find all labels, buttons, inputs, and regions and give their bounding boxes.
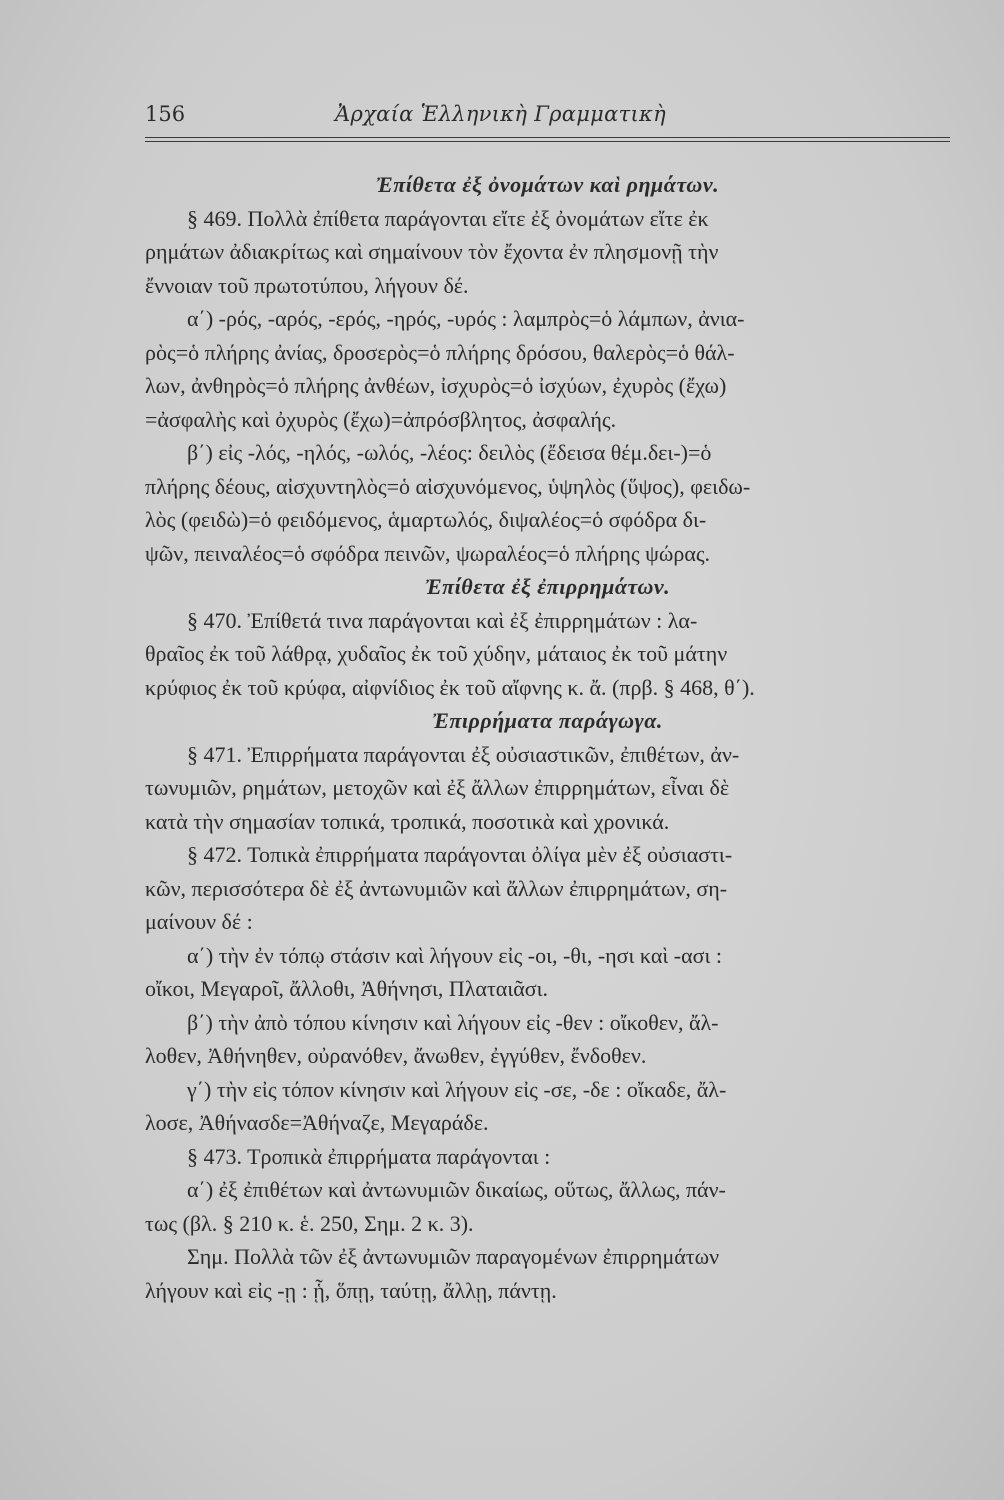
page-header: [145, 102, 950, 136]
text-line: α΄) τὴν ἐν τόπῳ στάσιν καὶ λήγουν εἰς -οι, -θι, -ησι καὶ -ασι :: [187, 942, 723, 968]
text-line: α΄) -ρός, -αρός, -ερός, -ηρός, -υρός : λαμπρὸς=ὁ λάμπων, ἀνια-: [187, 306, 745, 331]
text-line: τωνυμιῶν, ρημάτων, μετοχῶν καὶ ἐξ ἄλλων ἐπιρρημάτων, εἶναι δὲ: [145, 775, 730, 800]
text-line: λήγουν καὶ εἰς -ῃ : ᾗ, ὅπῃ, ταύτῃ, ἄλλῃ, πάντῃ.: [145, 1277, 557, 1303]
body-text: [145, 168, 950, 1307]
text-line: α΄) ἐξ ἐπιθέτων καὶ ἀντωνυμιῶν δικαίως, οὕτως, ἄλλως, πάν-: [187, 1177, 726, 1202]
text-line: ρὸς=ὁ πλήρης ἀνίας, δροσερὸς=ὁ πλήρης δρόσου, θαλερὸς=ὁ θάλ-: [145, 339, 735, 365]
text-line: § 469. Πολλὰ ἐπίθετα παράγονται εἴτε ἐξ ὀνομάτων εἴτε ἐκ: [187, 205, 709, 231]
text-line: κρύφιος ἐκ τοῦ κρύφα, αἰφνίδιος ἐκ τοῦ αἴφνης κ. ἄ. (πρβ. § 468, θ΄).: [145, 674, 755, 700]
text-line: β΄) τὴν ἀπὸ τόπου κίνησιν καὶ λήγουν εἰς -θεν : οἴκοθεν, ἄλ-: [187, 1009, 719, 1035]
text-line: =ἀσφαλὴς καὶ ὀχυρὸς (ἔχω)=ἀπρόσβλητος, ἀσφαλής.: [145, 406, 617, 432]
header-rule-bottom: [145, 141, 950, 142]
text-line: ρημάτων ἀδιακρίτως καὶ σημαίνουν τὸν ἔχοντα ἐν πλησμονῇ τὴν: [145, 239, 719, 264]
text-line: λων, ἀνθηρὸς=ὁ πλήρης ἀνθέων, ἰσχυρὸς=ὁ ἰσχύων, ἐχυρὸς (ἔχω): [145, 373, 727, 398]
text-line: β΄) εἰς -λός, -ηλός, -ωλός, -λέος: δειλὸς (ἔδεισα θέμ.δει-)=ὁ: [187, 440, 712, 465]
header-rule-top: [145, 137, 950, 138]
text-line: κατὰ τὴν σημασίαν τοπικά, τροπικά, ποσοτικὰ καὶ χρονικά.: [145, 808, 670, 834]
text-line: λοσε, Ἀθήνασδε=Ἀθήναζε, Μεγαράδε.: [145, 1110, 489, 1135]
text-line: τως (βλ. § 210 κ. ἑ. 250, Σημ. 2 κ. 3).: [145, 1210, 474, 1236]
text-line: πλήρης δέους, αἰσχυντηλὸς=ὁ αἰσχυνόμενος, ὑψηλὸς (ὕψος), φειδω-: [145, 473, 751, 499]
text-line: λοθεν, Ἀθήνηθεν, οὐρανόθεν, ἄνωθεν, ἐγγύθεν, ἔνδοθεν.: [145, 1043, 647, 1068]
text-line: θραῖος ἐκ τοῦ λάθρᾳ, χυδαῖος ἐκ τοῦ χύδην, μάταιος ἐκ τοῦ μάτην: [145, 641, 728, 666]
text-line: § 472. Τοπικὰ ἐπιρρήματα παράγονται ὀλίγα μὲν ἐξ οὐσιαστι-: [187, 842, 733, 867]
section-heading: Ἐπίθετα ἐξ ὀνομάτων καὶ ρημάτων.: [375, 172, 720, 197]
text-line: κῶν, περισσότερα δὲ ἐξ ἀντωνυμιῶν καὶ ἄλλων ἐπιρρημάτων, ση-: [145, 875, 728, 901]
text-line: ἔννοιαν τοῦ πρωτοτύπου, λήγουν δέ.: [145, 272, 469, 298]
page-number: 156: [145, 102, 186, 126]
text-line: γ΄) τὴν εἰς τόπον κίνησιν καὶ λήγουν εἰς -σε, -δε : οἴκαδε, ἄλ-: [187, 1076, 727, 1102]
text-line: § 471. Ἐπιρρήματα παράγονται ἐξ οὐσιαστικῶν, ἐπιθέτων, ἀν-: [187, 741, 740, 767]
section-heading: Ἐπίθετα ἐξ ἐπιρρημάτων.: [424, 574, 671, 599]
text-line: Σημ. Πολλὰ τῶν ἐξ ἀντωνυμιῶν παραγομένων ἐπιρρημάτων: [187, 1244, 720, 1269]
text-line: οἴκοι, Μεγαροῖ, ἄλλοθι, Ἀθήνησι, Πλαταιᾶσι.: [145, 976, 549, 1001]
text-line: § 473. Τροπικὰ ἐπιρρήματα παράγονται :: [187, 1143, 551, 1169]
running-title: Ἀρχαία Ἑλληνικὴ Γραμματικὴ: [335, 102, 666, 126]
text-line: λὸς (φειδὼ)=ὁ φειδόμενος, ἁμαρτωλός, διψαλέος=ὁ σφόδρα δι-: [145, 507, 707, 532]
text-line: ψῶν, πειναλέος=ὁ σφόδρα πεινῶν, ψωραλέος=ὁ πλήρης ψώρας.: [145, 540, 711, 566]
text-line: § 470. Ἐπίθετά τινα παράγονται καὶ ἐξ ἐπιρρημάτων : λα-: [187, 607, 698, 633]
section-heading: Ἐπιρρήματα παράγωγα.: [432, 708, 663, 733]
text-line: μαίνουν δέ :: [145, 909, 253, 934]
